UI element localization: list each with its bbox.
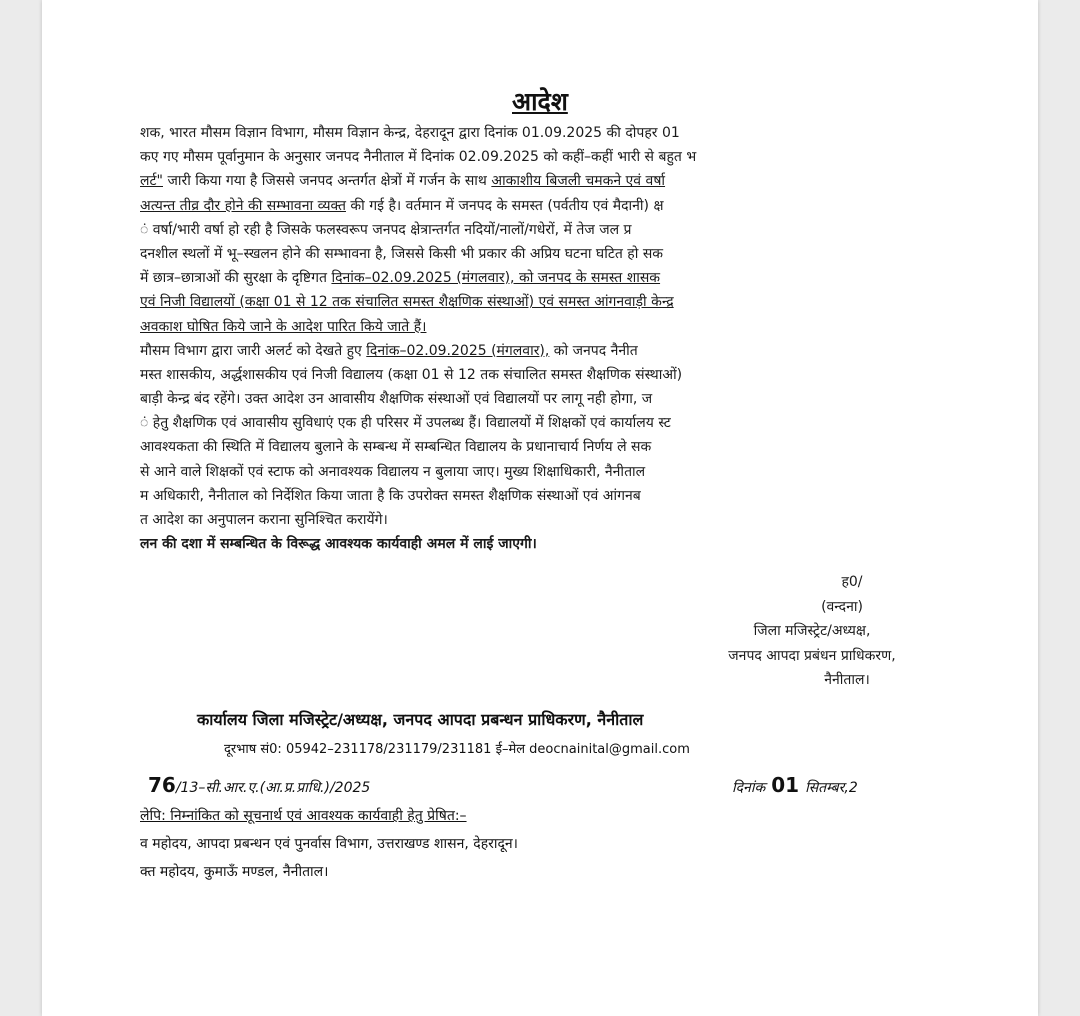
body-line-8: एवं निजी विद्यालयों (कक्षा 01 से 12 तक संचालित समस्त शैक्षणिक संस्थाओं) एवं समस्त आंगनवाड़ी केन्द्र (140, 294, 674, 311)
signatory-designation: जिला मजिस्ट्रेट/अध्यक्ष, (753, 623, 871, 639)
copy-heading: लेपि: निम्नांकित को सूचनार्थ एवं आवश्यक कार्यवाही हेतु प्रेषित:– (140, 808, 467, 824)
body-line-1: शक, भारत मौसम विज्ञान विभाग, मौसम विज्ञान केन्द्र, देहरादून द्वारा दिनांक 01.09.2025 की दोपहर 01 (140, 125, 680, 141)
copy-item-1: व महोदय, आपदा प्रबन्धन एवं पुनर्वास विभाग, उत्तराखण्ड शासन, देहरादून। (140, 836, 518, 852)
reference-number-handwritten: 76 (148, 773, 176, 797)
body-line-2: कए गए मौसम पूर्वानुमान के अनुसार जनपद नैनीताल में दिनांक 02.09.2025 को कहीं–कहीं भारी से बहुत भ (140, 149, 697, 166)
lightning-warning-text: आकाशीय बिजली चमकने एवं वर्षा (491, 173, 666, 190)
date-day: 01 (771, 773, 800, 797)
body-line-6: दनशील स्थलों में भू–स्खलन होने की सम्भावना है, जिससे किसी भी प्रकार की अप्रिय घटना घटित हो सक (140, 245, 664, 262)
date-month: सितम्बर,2 (805, 780, 858, 796)
body-line-3 (140, 169, 1038, 193)
body-line-10 (140, 339, 1038, 363)
signatory-place: नैनीताल। (824, 672, 870, 688)
body-line-3-middle: जारी किया गया है जिससे जनपद अन्तर्गत क्षेत्रों में गर्जन के साथ (163, 173, 492, 190)
intensity-warning-text: अत्यन्त तीव्र दौर होने की सम्भावना व्यक्त (140, 197, 346, 214)
signatory-authority: जनपद आपदा प्रबंधन प्राधिकरण, (728, 647, 896, 664)
office-heading: कार्यालय जिला मजिस्ट्रेट/अध्यक्ष, जनपद आपदा प्रबन्धन प्राधिकरण, नैनीताल (197, 710, 644, 729)
order-title: आदेश (512, 87, 568, 116)
dispatch-date (732, 773, 858, 797)
signature-block (662, 570, 962, 693)
body-line-10-end: को जनपद नैनीत (549, 342, 638, 359)
body-line-16: म अधिकारी, नैनीताल को निर्देशित किया जाता है कि उपरोक्त समस्त शैक्षणिक संस्थाओं एवं आंगनब (140, 487, 641, 504)
order-body (140, 121, 1038, 556)
body-line-4-rest: की गई है। वर्तमान में जनपद के समस्त (पर्वतीय एवं मैदानी) क्ष (345, 197, 664, 214)
document-page (42, 0, 1038, 1016)
date-label: दिनांक (732, 780, 766, 796)
copy-list (140, 802, 518, 886)
reference-number-suffix: /13–सी.आर.ए.(आ.प्र.प्राधि.)/2025 (175, 780, 371, 796)
body-line-18: लन की दशा में सम्बन्धित के विरूद्ध आवश्यक कार्यवाही अमल में लाई जाएगी। (140, 536, 537, 553)
alert-text: लर्ट" (140, 173, 163, 190)
body-line-17: त आदेश का अनुपालन कराना सुनिश्चित करायेंगे। (140, 512, 388, 528)
holiday-date-text: दिनांक–02.09.2025 (मंगलवार), को जनपद के समस्त शासक (331, 270, 661, 287)
signed-mark: ह0/ (841, 574, 863, 590)
closure-date-text: दिनांक–02.09.2025 (मंगलवार), (366, 342, 550, 359)
copy-item-2: क्त महोदय, कुमाऊँ मण्डल, नैनीताल। (140, 864, 329, 880)
body-line-7 (140, 266, 1038, 290)
body-line-12: बाड़ी केन्द्र बंद रहेंगे। उक्त आदेश उन आवासीय शैक्षणिक संस्थाओं एवं विद्यालयों पर लागू नही होगा, ज (140, 391, 653, 408)
body-line-7-start: में छात्र–छात्राओं की सुरक्षा के दृष्टिगत (140, 270, 332, 287)
body-line-11: मस्त शासकीय, अर्द्धशासकीय एवं निजी विद्यालय (कक्षा 01 से 12 तक संचालित समस्त शैक्षणिक संस्थाओं) (140, 366, 683, 383)
body-line-10-start: मौसम विभाग द्वारा जारी अलर्ट को देखते हुए (140, 342, 367, 359)
office-contact: दूरभाष सं0: 05942–231178/231179/231181 ई–मेल deocnainital@gmail.com (224, 742, 690, 757)
body-line-9: अवकाश घोषित किये जाने के आदेश पारित किये जाते हैं। (140, 318, 427, 335)
reference-number (148, 773, 370, 797)
body-line-13: ं हेतु शैक्षणिक एवं आवासीय सुविधाएं एक ही परिसर में उपलब्ध हैं। विद्यालयों में शिक्षकों एवं कार्यालय स्ट (140, 415, 671, 432)
signatory-name: (वन्दना) (821, 598, 863, 615)
body-line-5: ं वर्षा/भारी वर्षा हो रही है जिसके फलस्वरूप जनपद क्षेत्रान्तर्गत नदियों/नालों/गधेरों, में तेज जल प्र (140, 221, 632, 238)
body-line-15: से आने वाले शिक्षकों एवं स्टाफ को अनावश्यक विद्यालय न बुलाया जाए। मुख्य शिक्षाधिकारी, नैनीताल (140, 463, 646, 480)
body-line-4 (140, 194, 1038, 218)
body-line-14: आवश्यकता की स्थिति में विद्यालय बुलाने के सम्बन्ध में सम्बन्धित विद्यालय के प्रधानाचार्य निर्णय ले सक (140, 439, 652, 456)
